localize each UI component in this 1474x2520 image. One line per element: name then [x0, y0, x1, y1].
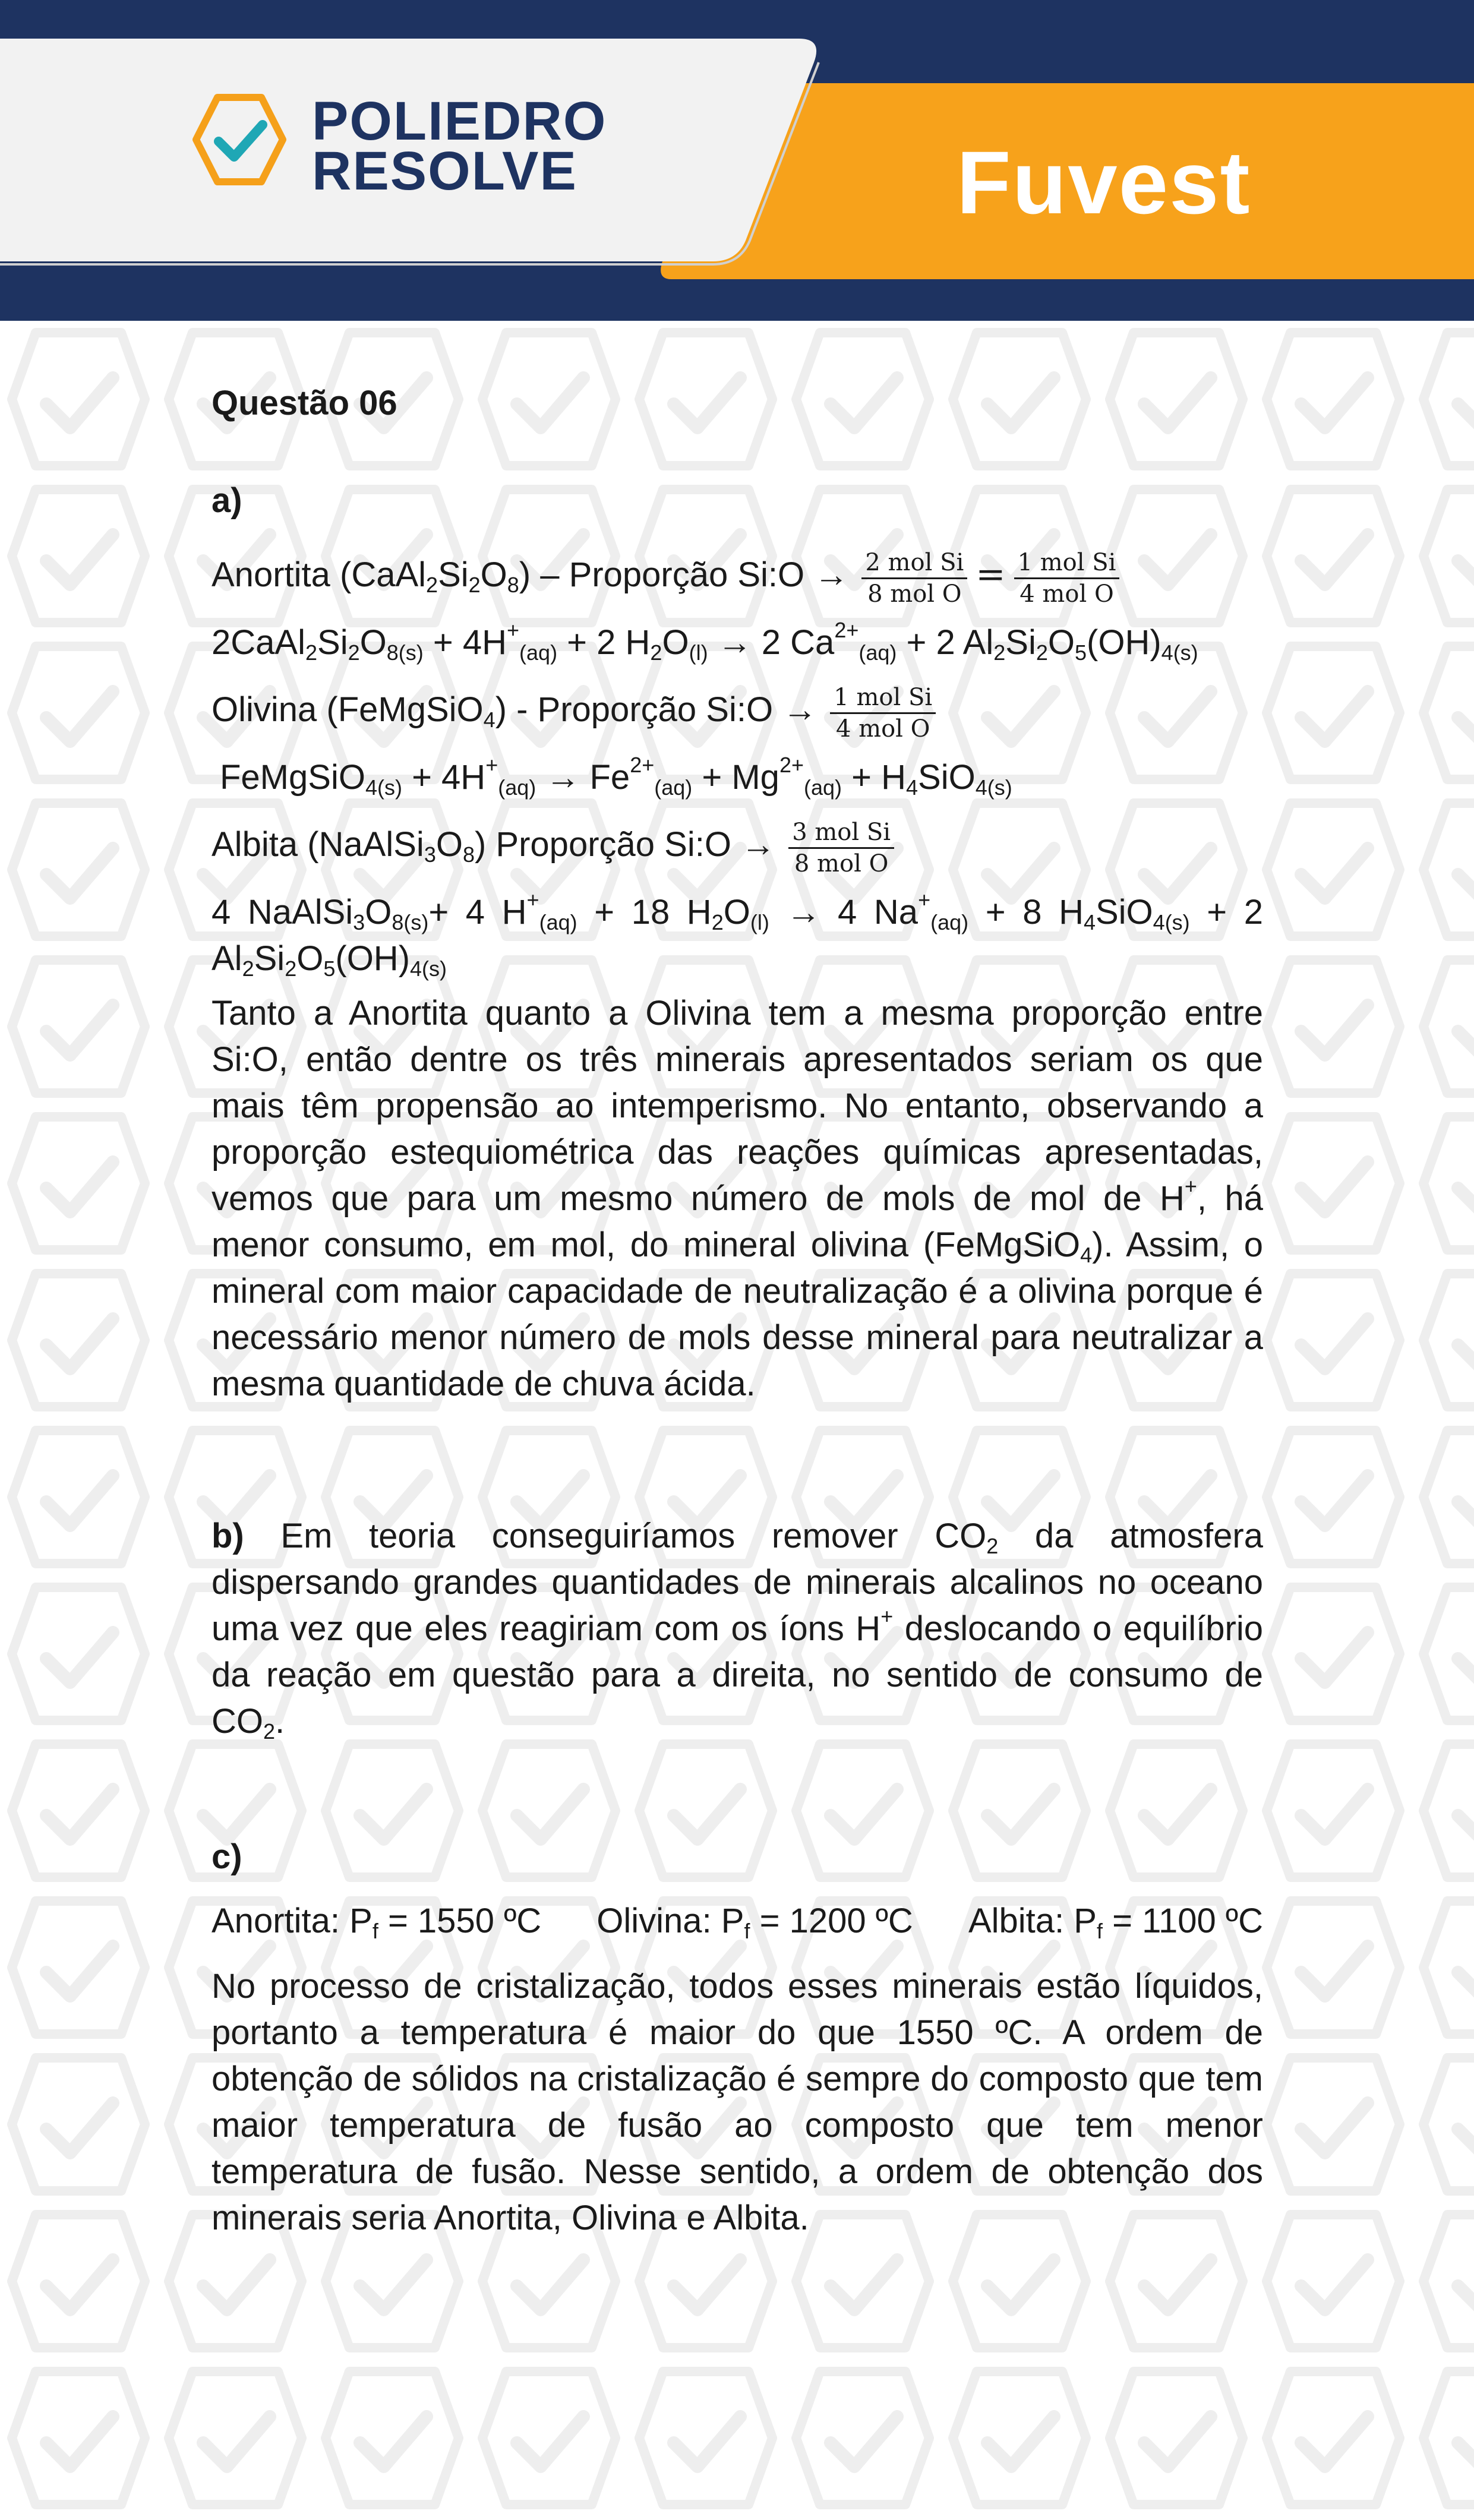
fraction-anortita-1: $\frac{\text{2 mol Si}}{\text{8 mol O}}$ [861, 548, 967, 609]
check-shield-icon [189, 89, 290, 190]
part-a-explanation: Tanto a Anortita quanto a Olivina tem a mesma proporção entre Si:O, então dentre os três minerais apresentados seriam os que mais têm propensão ao intemperismo. No entanto, observando a proporção estequiométrica das reações químicas apresentadas, vemos que para um mesmo número de mols de mol de H+, há menor consumo, em mol, do mineral olivina (FeMgSiO$_4$). Assim, o mineral com maior capacidade de neutralização é a olivina porque é necessário menor número de mols desse mineral para neutralizar a mesma quantidade de chuva ácida. [212, 994, 1263, 1403]
logo-line-2: RESOLVE [312, 141, 577, 201]
melting-points-line [212, 1898, 1263, 1944]
equation-anortita: $2CaAl_2Si_2O_{8(s)} + 4H^+_{(aq)} + 2$ $H_2O_{(l)} \to 2$ $Ca^{2+}_{(aq)} + 2$ $Al_2Si_2O_5(OH)_{4(s)}$ [212, 618, 1198, 665]
answer-content [212, 380, 1263, 2241]
part-b-label: b) [212, 1517, 244, 1555]
fraction-olivina: $\frac{\text{1 mol Si}}{\text{4 mol O}}$ [830, 683, 936, 744]
fraction-albita: $\frac{\text{3 mol Si}}{\text{8 mol O}}$ [788, 817, 894, 879]
melting-point-albita: Albita: $P_f = 1100$ ºC [968, 1902, 1263, 1943]
melting-point-anortita: Anortita: $P_f = 1550$ ºC [212, 1902, 542, 1943]
page-header [0, 0, 1474, 321]
part-c-label: c) [212, 1837, 242, 1876]
olivina-ratio-line: Olivina (FeMgSiO$_4$) - Proporção Si:O → $\frac{\text{1 mol Si}}{\text{4 mol O}}$ [212, 683, 1263, 744]
question-title: Questão 06 [212, 384, 397, 422]
equation-albita-line2: $Al_2Si_2O_5(OH)_{4(s)}$ [212, 939, 447, 981]
equation-albita-line1: 4 $NaAlSi_3O_{8(s)}+ 4$ $H^+_{(aq)} + 18$ $H_2O_{(l)} \to 4$ $Na^+_{(aq)} + 8$ $H_4SiO_{4(s)} + 2$ [212, 888, 1264, 934]
anortita-ratio-line: Anortita $(CaAl_2Si_2O_8)$ – Proporção Si:O → $\frac{\text{2 mol Si}}{\text{8 mol O}}$ = $\frac{\text{1 mol Si}}{\text{4 mol O}}$ [212, 548, 1263, 609]
part-c-explanation: No processo de cristalização, todos esses minerais estão líquidos, portanto a temperatura é maior do que 1550 ºC. A ordem de obtenção de sólidos na cristalização é sempre do composto que tem maior temperatura de fusão ao composto que tem menor temperatura de fusão. Nesse sentido, a ordem de obtenção dos minerais seria Anortita, Olivina e Albita. [212, 1967, 1263, 2237]
part-a-label: a) [212, 481, 242, 520]
logo-line-1: POLIEDRO [312, 91, 607, 151]
equation-olivina: FeMgSiO$_{4(s)}$ + $4H^+_{(aq)} \to Fe^{2+}_{(aq)} + Mg^{2+}_{(aq)} + H_4SiO_{4(s)}$ [220, 753, 1012, 800]
exam-name: Fuvest [957, 132, 1251, 232]
albita-ratio-line: Albita $(NaAlSi_3O_8)$ Proporção Si:O → $\frac{\text{3 mol Si}}{\text{8 mol O}}$ [212, 817, 1263, 879]
part-b-answer: b) Em teoria conseguiríamos remover $CO_2$ da atmosfera dispersando grandes quantidades de minerais alcalinos no oceano uma vez que eles reagiriam com os íons H+ deslocando o equilíbrio da reação em questão para a direita, no sentido de consumo de $CO_2$. [212, 1517, 1263, 1744]
fraction-anortita-2: $\frac{\text{1 mol Si}}{\text{4 mol O}}$ [1014, 548, 1120, 609]
melting-point-olivina: Olivina: $P_f = 1200$ ºC [596, 1902, 913, 1943]
